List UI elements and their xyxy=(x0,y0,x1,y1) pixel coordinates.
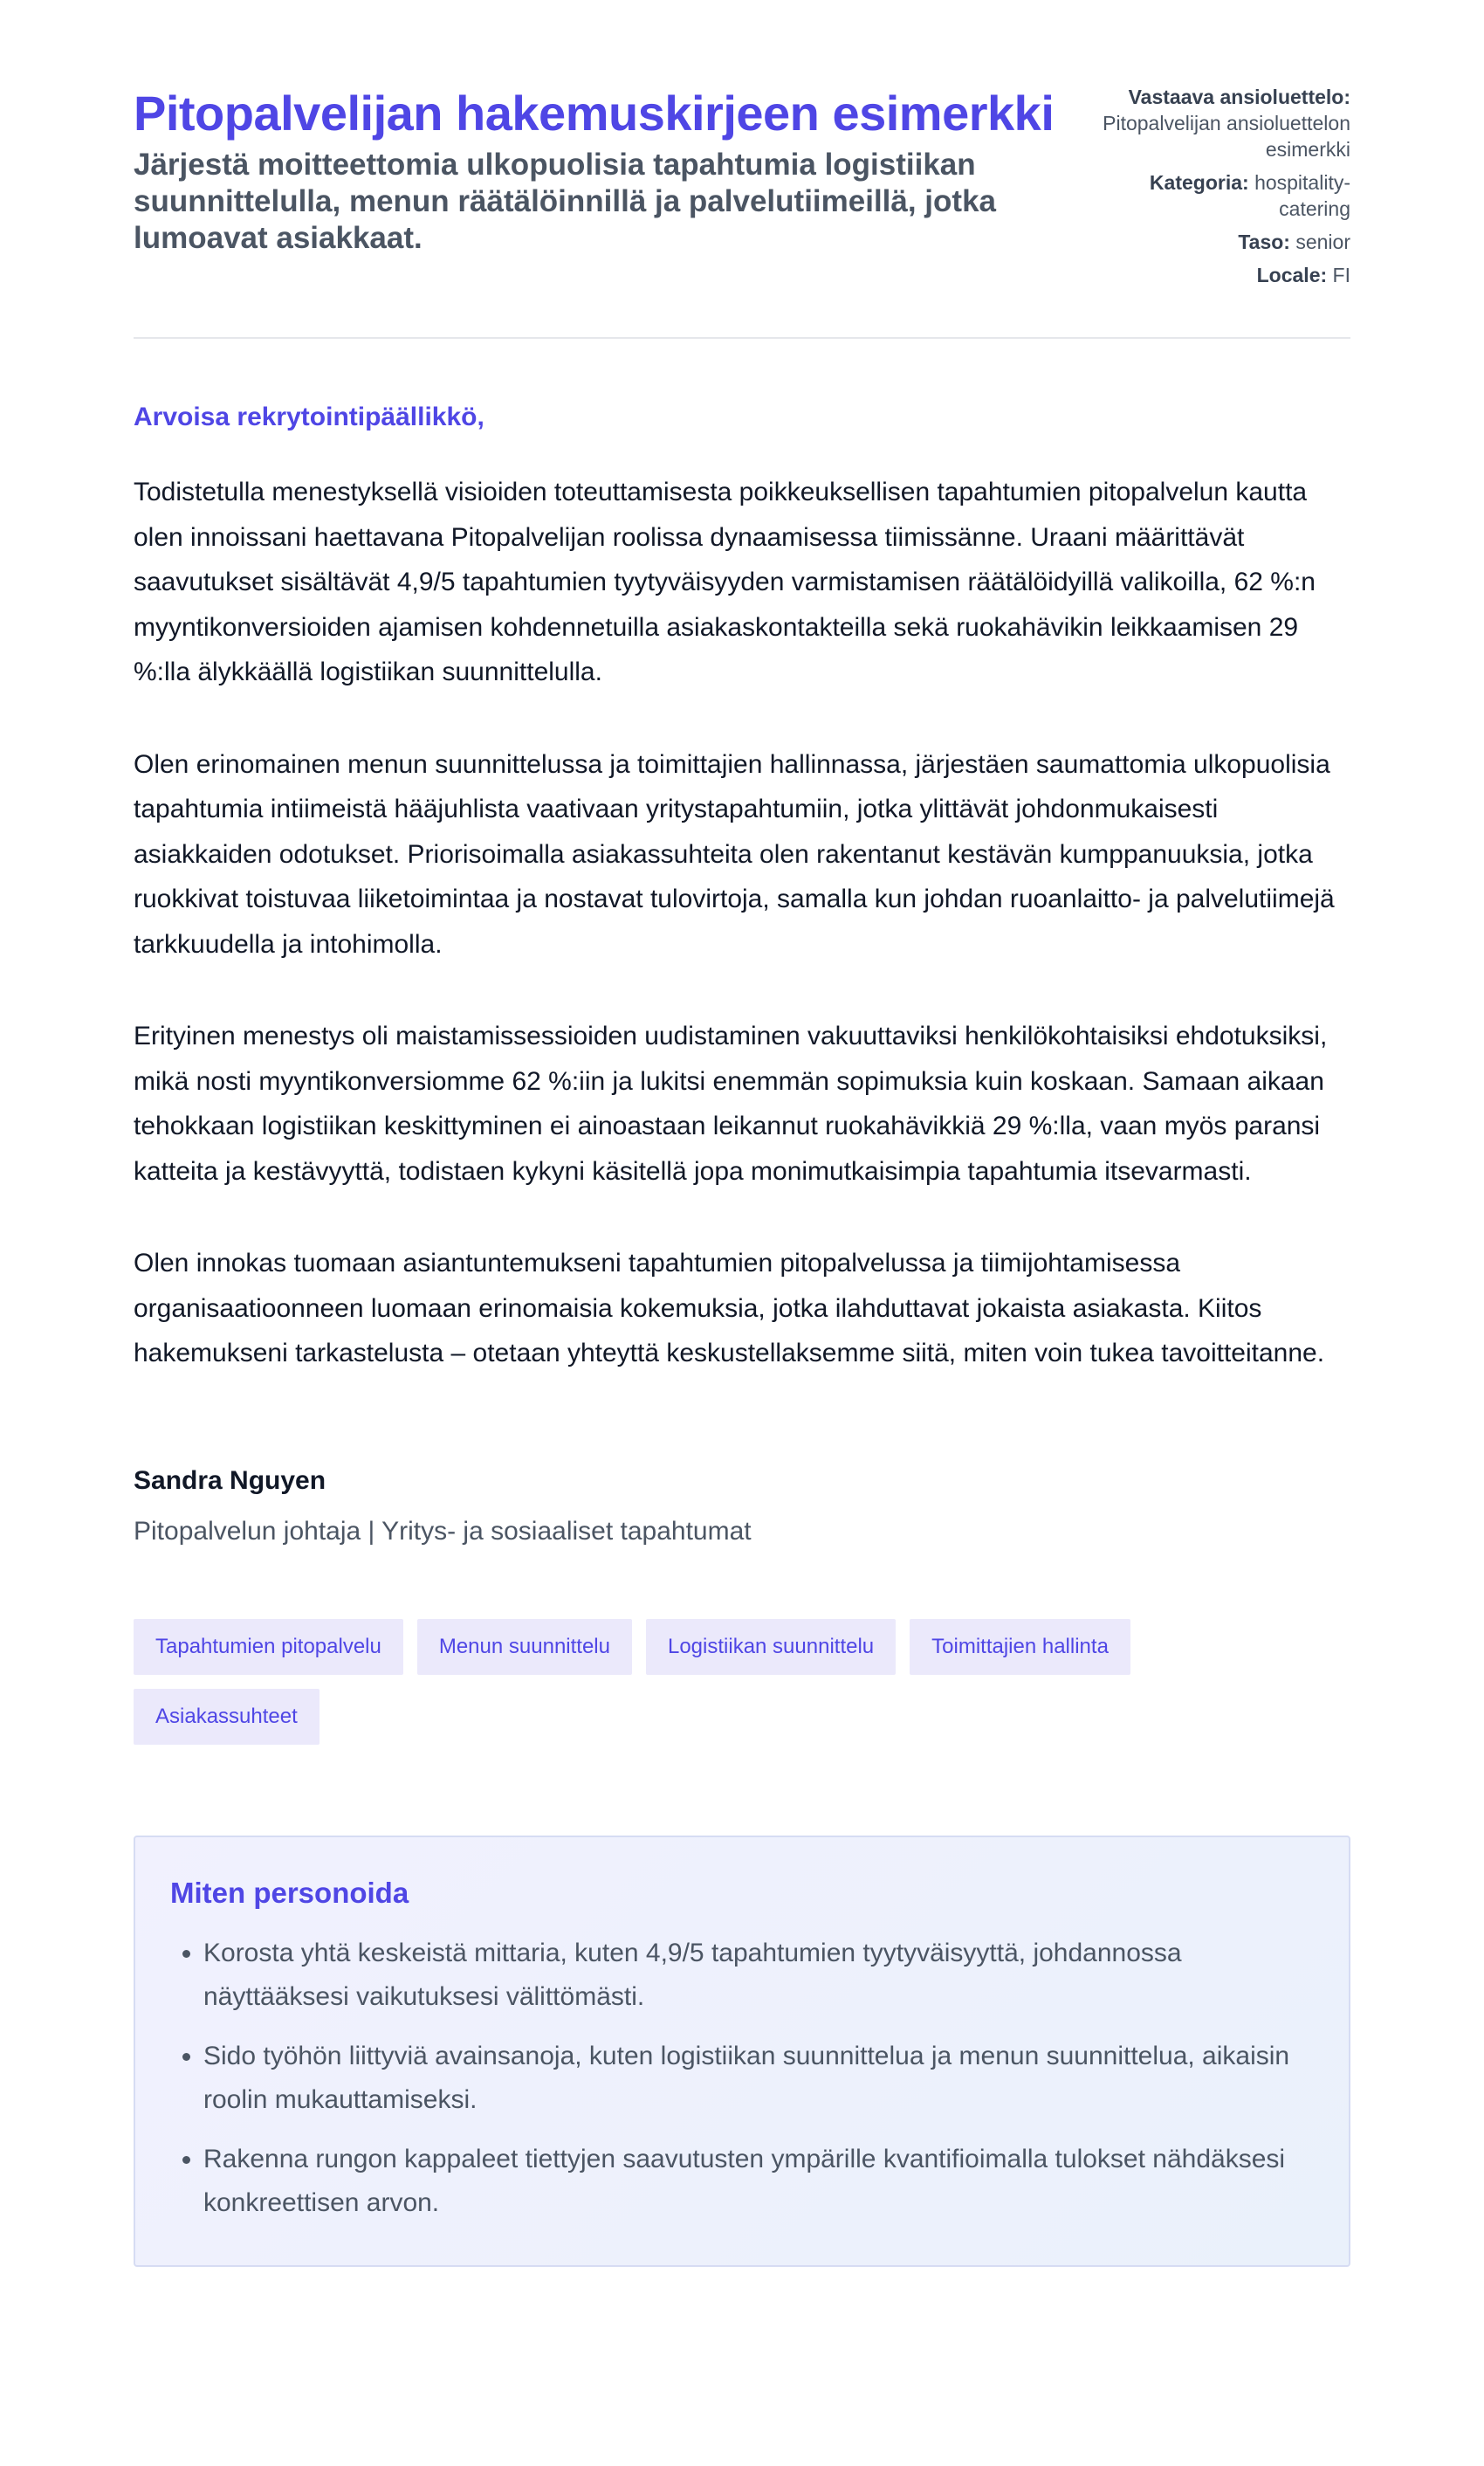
meta-panel xyxy=(1089,84,1350,295)
personalization-tips-box xyxy=(134,1836,1350,2267)
skill-tag[interactable]: Asiakassuhteet xyxy=(134,1689,319,1745)
tips-title: Miten personoida xyxy=(170,1876,409,1909)
header-divider xyxy=(134,337,1350,339)
letter-paragraph: Todistetulla menestyksellä visioiden toteuttamisesta poikkeuksellisen tapahtumien pitopalvelun kautta olen innoissani haettavana Pitopalvelijan roolissa dynaamisessa tiimissänne. Uraani määrittävät saavutukset sisältävät 4,9/5 tapahtumien tyytyväisyyden varmistamisen räätälöidyillä valikoilla, 62 %:n myyntikonversioiden ajamisen kohdennetuilla asiakaskontakteilla sekä ruokahävikin leikkaamisen 29 %:lla älykkäällä logistiikan suunnittelulla. xyxy=(134,478,1316,686)
skill-tags xyxy=(134,1619,1216,1745)
meta-category-key: Kategoria: xyxy=(1149,171,1249,194)
header xyxy=(134,84,1350,295)
tips-list-item: • Korosta yhtä keskeistä mittaria, kuten 4,9/5 tapahtumien tyytyväisyyttä, johdannossa näyttääksesi vaikutuksesi välittömästi. xyxy=(203,1932,1314,2019)
letter-paragraph: Olen innokas tuomaan asiantuntemukseni tapahtumien pitopalvelussa ja tiimijohtamisessa organisaatioonneen luomaan erinomaisia kokemuksia, jotka ilahduttavat jokaista asiakasta. Kiitos hakemukseni tarkastelusta – otetaan yhteyttä keskustellaksemme siitä, miten voin tukea tavoitteitanne. xyxy=(134,1249,1325,1367)
salutation: Arvoisa rekrytointipäällikkö, xyxy=(134,403,484,431)
header-titles xyxy=(134,84,1059,257)
meta-locale-value: FI xyxy=(1332,264,1350,286)
meta-level xyxy=(1089,229,1350,255)
letter-paragraph: Olen erinomainen menun suunnittelussa ja toimittajien hallinnassa, järjestäen saumattomia ulkopuolisia tapahtumia intiimeistä hääjuhlista vaativaan yritystapahtumiin, jotka ylittävät johdonmukaisesti asiakkaiden odotukset. Priorisoimalla asiakassuhteita olen rakentanut kestävän kumppanuuksia, jotka ruokkivat toistuvaa liiketoimintaa ja nostavat tulovirtoja, samalla kun johdan ruoanlaitto- ja palvelutiimejä tarkkuudella ja intohimolla. xyxy=(134,749,1335,959)
skill-tag[interactable]: Menun suunnittelu xyxy=(417,1619,632,1675)
meta-resume xyxy=(1089,84,1350,162)
meta-resume-key: Vastaava ansioluettelo: xyxy=(1128,86,1350,108)
skill-tag[interactable]: Tapahtumien pitopalvelu xyxy=(134,1619,403,1675)
tips-list xyxy=(170,1932,1314,2225)
meta-level-value: senior xyxy=(1295,231,1350,253)
meta-category-value: hospitality-catering xyxy=(1254,171,1350,220)
tips-list-item: • Rakenna rungon kappaleet tiettyjen saavutusten ympärille kvantifioimalla tulokset nähdäksesi konkreettisen arvon. xyxy=(203,2138,1314,2225)
page-title: Pitopalvelijan hakemuskirjeen esimerkki xyxy=(134,86,1055,141)
meta-resume-value[interactable]: Pitopalvelijan ansioluettelon esimerkki xyxy=(1103,112,1350,161)
skill-tag[interactable]: Logistiikan suunnittelu xyxy=(646,1619,896,1675)
meta-locale xyxy=(1089,262,1350,288)
meta-category xyxy=(1089,169,1350,222)
page-subtitle: Järjestä moitteettomia ulkopuolisia tapahtumia logistiikan suunnittelulla, menun räätälöinnillä ja palvelutiimeillä, jotka lumoavat asiakkaat. xyxy=(134,148,996,255)
skill-tag[interactable]: Toimittajien hallinta xyxy=(910,1619,1130,1675)
signature-name: Sandra Nguyen xyxy=(134,1465,326,1495)
meta-locale-key: Locale: xyxy=(1256,264,1328,286)
signature-title: Pitopalvelun johtaja | Yritys- ja sosiaaliset tapahtumat xyxy=(134,1516,752,1546)
letter-paragraph: Erityinen menestys oli maistamissessioiden uudistaminen vakuuttaviksi henkilökohtaisiksi ehdotuksiksi, mikä nosti myyntikonversiomme 62 %:iin ja lukitsi enemmän sopimuksia kuin koskaan. Samaan aikaan tehokkaan logistiikan keskittyminen ei ainoastaan leikannut ruokahävikkiä 29 %:lla, vaan myös paransi katteita ja kestävyyttä, todistaen kykyni käsitellä jopa monimutkaisimpia tapahtumia itsevarmasti. xyxy=(134,1022,1328,1186)
meta-level-key: Taso: xyxy=(1238,231,1290,253)
tips-list-item: • Sido työhön liittyviä avainsanoja, kuten logistiikan suunnittelua ja menun suunnittelua, aikaisin roolin mukauttamiseksi. xyxy=(203,2035,1314,2122)
